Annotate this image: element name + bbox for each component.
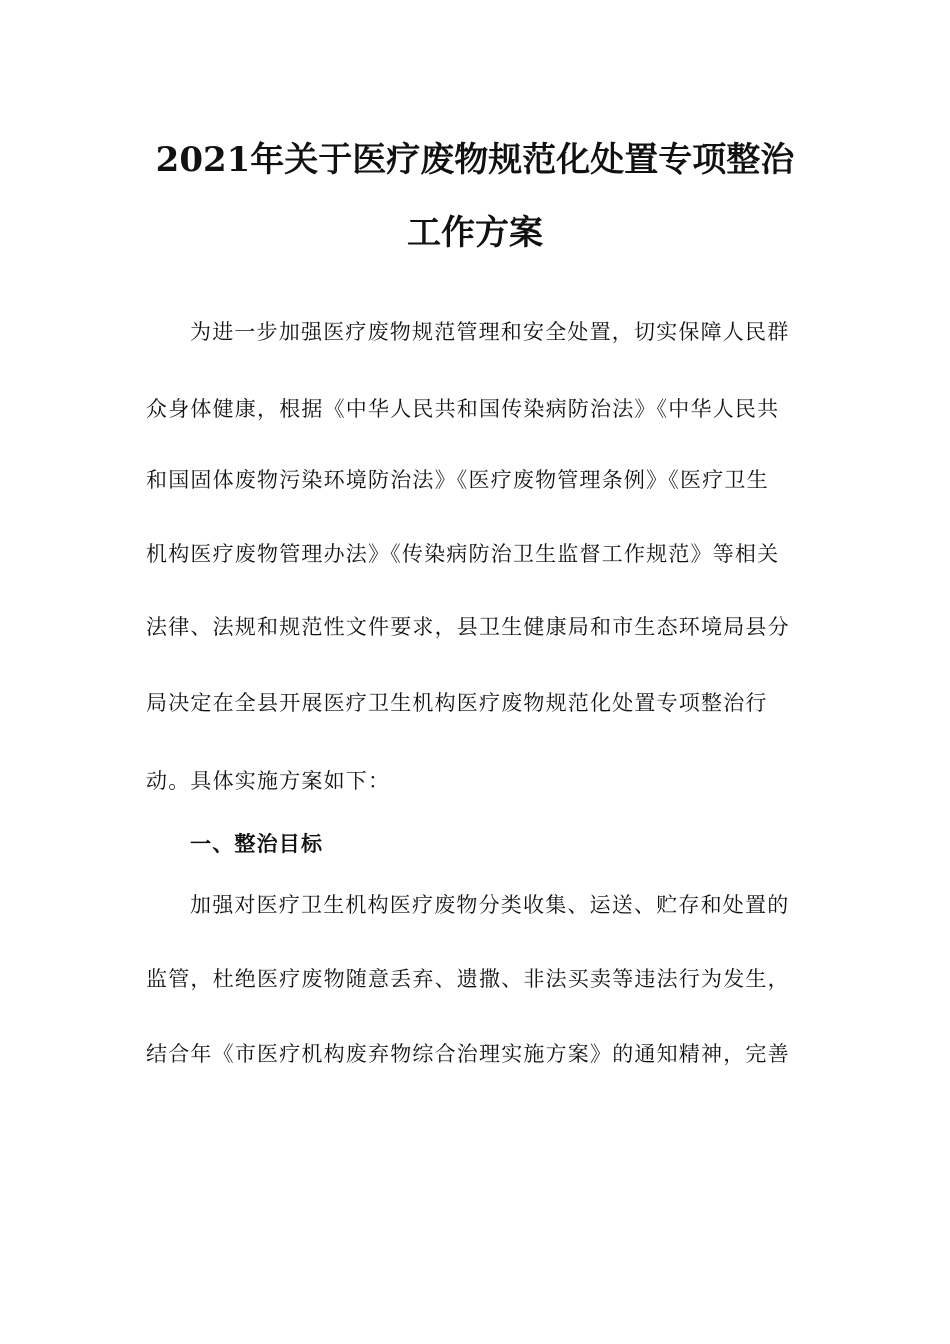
paragraph-line: 众身体健康，根据《中华人民共和国传染病防治法》《中华人民共: [146, 397, 780, 421]
document-title-line-2: 工作方案: [407, 213, 543, 253]
paragraph-line: 和国固体废物污染环境防治法》《医疗废物管理条例》《医疗卫生: [146, 468, 769, 492]
document-title-line-1: 2021年关于医疗废物规范化处置专项整治: [155, 140, 795, 180]
paragraph-line: 结合年《市医疗机构废弃物综合治理实施方案》的通知精神，完善: [146, 1042, 790, 1066]
paragraph-line: 为进一步加强医疗废物规范管理和安全处置，切实保障人民群: [190, 320, 790, 344]
paragraph-line: 监管，杜绝医疗废物随意丢弃、遗撒、非法买卖等违法行为发生，: [146, 967, 790, 991]
paragraph-line: 机构医疗废物管理办法》《传染病防治卫生监督工作规范》等相关: [146, 542, 780, 566]
paragraph-line: 局决定在全县开展医疗卫生机构医疗废物规范化处置专项整治行: [146, 691, 768, 715]
paragraph-line: 加强对医疗卫生机构医疗废物分类收集、运送、贮存和处置的: [190, 893, 790, 917]
paragraph-line: 法律、法规和规范性文件要求，县卫生健康局和市生态环境局县分: [146, 615, 790, 639]
paragraph-line: 动。具体实施方案如下：: [146, 769, 391, 793]
section-heading-text: 一、整治目标: [190, 831, 324, 856]
